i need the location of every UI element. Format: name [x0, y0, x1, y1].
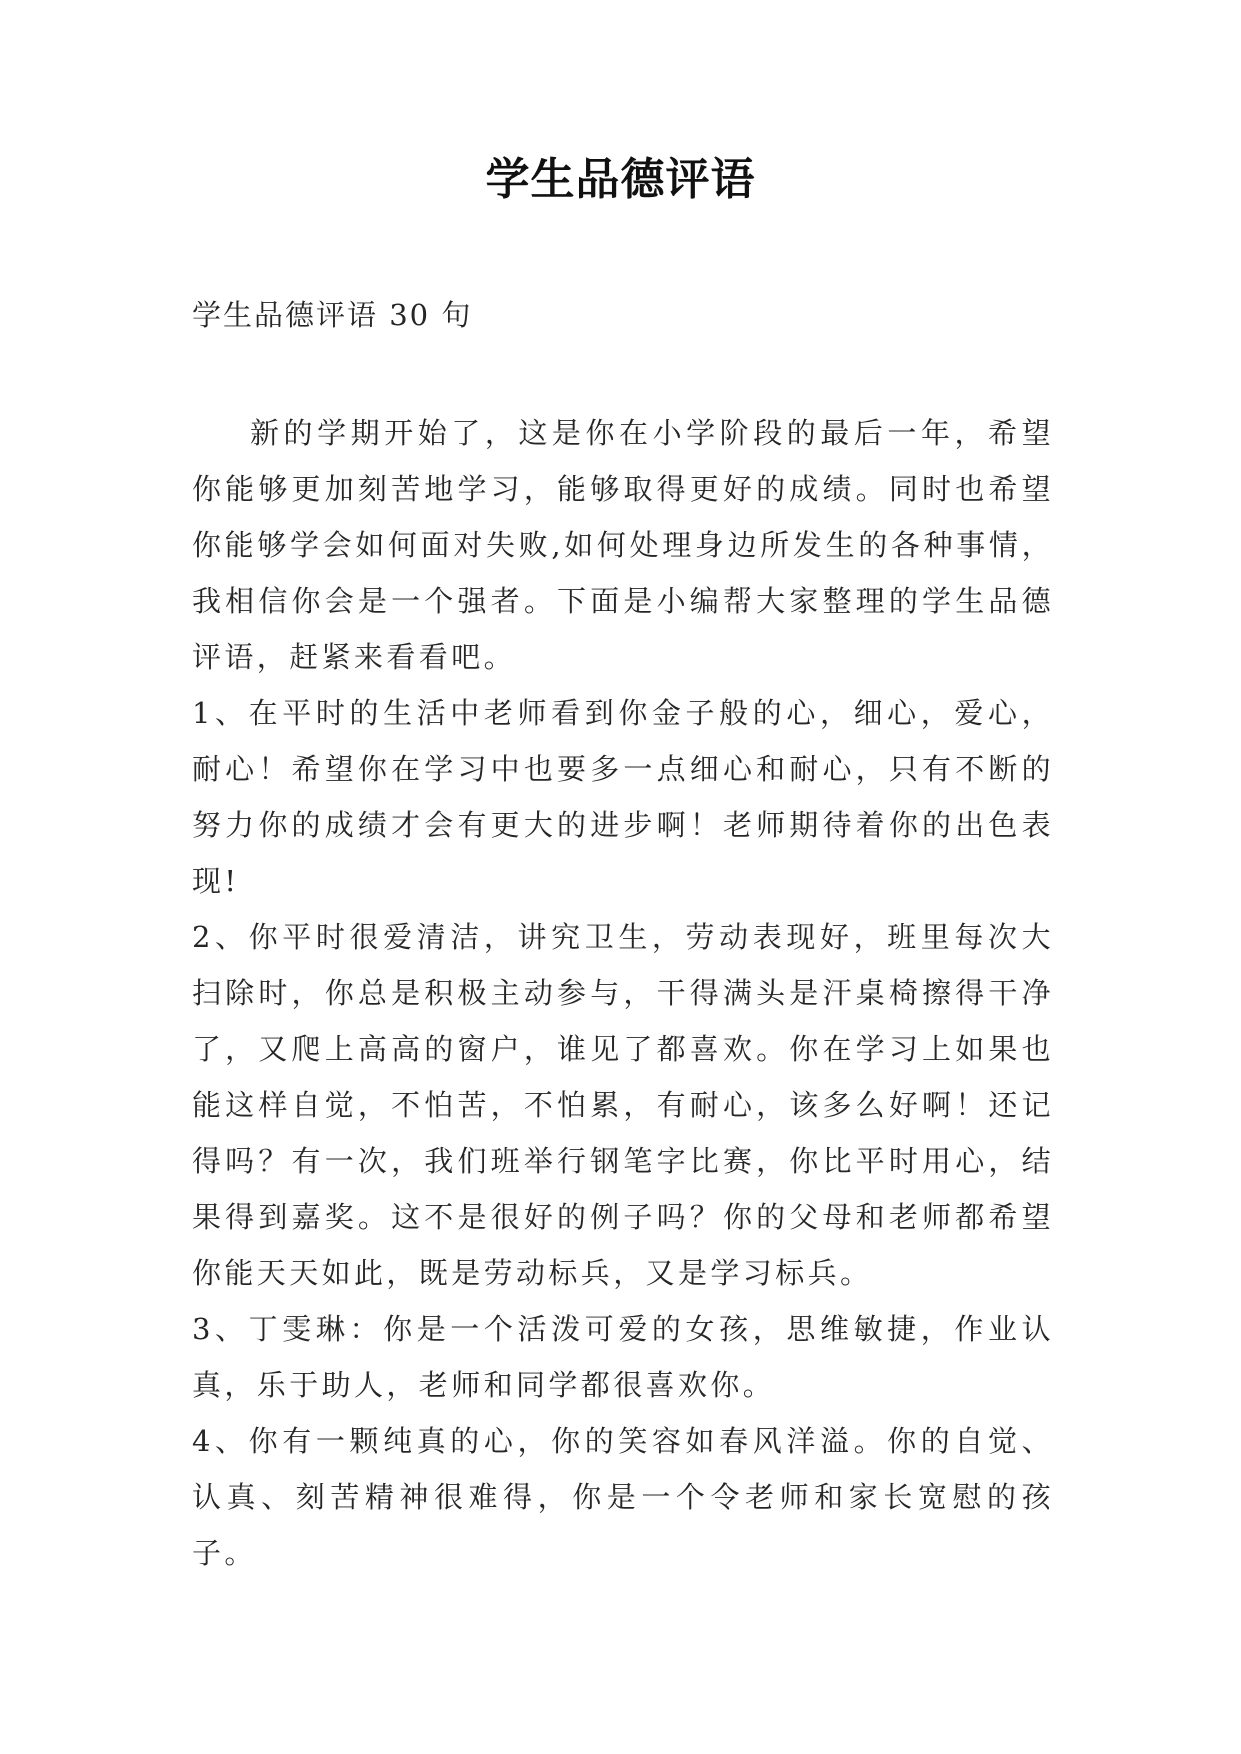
comment-item-3: 3、丁雯琳：你是一个活泼可爱的女孩，思维敏捷，作业认真，乐于助人，老师和同学都很喜欢你。	[192, 1312, 1054, 1402]
document-subtitle: 学生品德评语 30 句	[192, 298, 473, 332]
comment-item-1: 1、在平时的生活中老师看到你金子般的心，细心，爱心，耐心！希望你在学习中也要多一点细心和耐心，只有不断的努力你的成绩才会有更大的进步啊！老师期待着你的出色表现!	[192, 696, 1054, 898]
document-body	[192, 405, 1054, 1581]
intro-paragraph: 新的学期开始了，这是你在小学阶段的最后一年，希望你能够更加刻苦地学习，能够取得更好的成绩。同时也希望你能够学会如何面对失败,如何处理身边所发生的各种事情，我相信你会是一个强者。下面是小编帮大家整理的学生品德评语，赶紧来看看吧。	[192, 416, 1054, 674]
comment-item-4: 4、你有一颗纯真的心，你的笑容如春风洋溢。你的自觉、认真、刻苦精神很难得，你是一个令老师和家长宽慰的孩子。	[192, 1424, 1054, 1570]
document-title: 学生品德评语	[485, 154, 756, 205]
comment-item-2: 2、你平时很爱清洁，讲究卫生，劳动表现好，班里每次大扫除时，你总是积极主动参与，干得满头是汗桌椅擦得干净了，又爬上高高的窗户，谁见了都喜欢。你在学习上如果也能这样自觉，不怕苦，不怕累，有耐心，该多么好啊！还记得吗？有一次，我们班举行钢笔字比赛，你比平时用心，结果得到嘉奖。这不是很好的例子吗？你的父母和老师都希望你能天天如此，既是劳动标兵，又是学习标兵。	[192, 920, 1054, 1290]
